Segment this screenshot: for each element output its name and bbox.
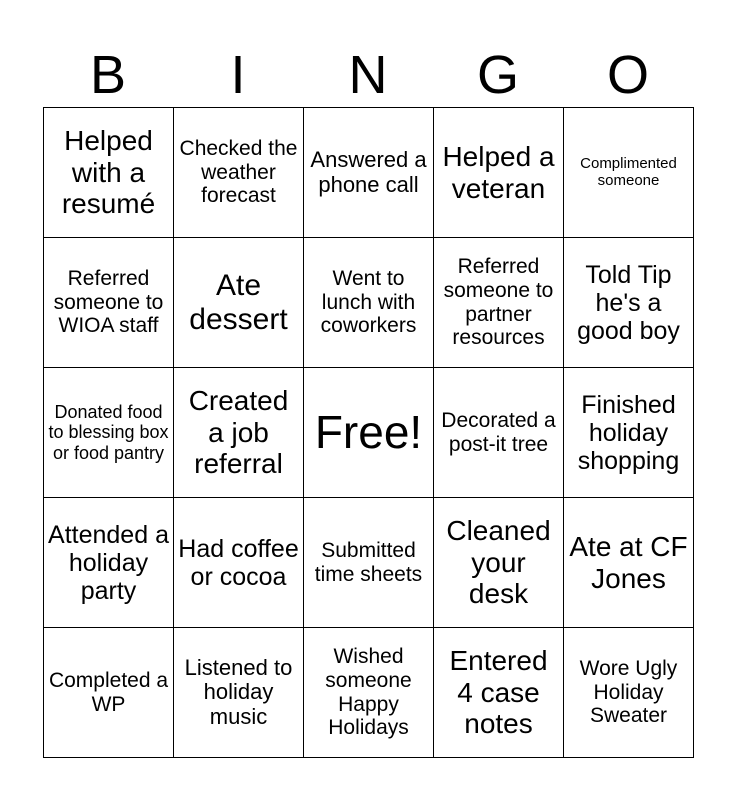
bingo-cell[interactable]: Completed a WP bbox=[44, 628, 174, 758]
bingo-cell[interactable]: Referred someone to WIOA staff bbox=[44, 238, 174, 368]
bingo-cell[interactable]: Had coffee or cocoa bbox=[174, 498, 304, 628]
bingo-cell[interactable]: Checked the weather forecast bbox=[174, 108, 304, 238]
free-space[interactable]: Free! bbox=[304, 368, 434, 498]
bingo-cell[interactable]: Decorated a post-it tree bbox=[434, 368, 564, 498]
bingo-cell[interactable]: Attended a holiday party bbox=[44, 498, 174, 628]
bingo-cell[interactable]: Donated food to blessing box or food pantry bbox=[44, 368, 174, 498]
bingo-cell[interactable]: Ate dessert bbox=[174, 238, 304, 368]
bingo-board bbox=[43, 107, 694, 758]
bingo-cell[interactable]: Told Tip he's a good boy bbox=[564, 238, 694, 368]
board-row bbox=[44, 498, 694, 628]
header-letter-b: B bbox=[89, 45, 127, 105]
header-letter-g: G bbox=[476, 45, 519, 105]
board-row bbox=[44, 108, 694, 238]
bingo-cell[interactable]: Ate at CF Jones bbox=[564, 498, 694, 628]
bingo-cell[interactable]: Referred someone to partner resources bbox=[434, 238, 564, 368]
board-row bbox=[44, 628, 694, 758]
bingo-cell[interactable]: Finished holiday shopping bbox=[564, 368, 694, 498]
bingo-cell[interactable]: Helped with a resumé bbox=[44, 108, 174, 238]
header-letter-o: O bbox=[606, 45, 649, 105]
board-row bbox=[44, 238, 694, 368]
bingo-header bbox=[43, 42, 693, 108]
bingo-cell[interactable]: Listened to holiday music bbox=[174, 628, 304, 758]
bingo-cell[interactable]: Entered 4 case notes bbox=[434, 628, 564, 758]
bingo-cell[interactable]: Cleaned your desk bbox=[434, 498, 564, 628]
board-row bbox=[44, 368, 694, 498]
bingo-cell[interactable]: Answered a phone call bbox=[304, 108, 434, 238]
bingo-cell[interactable]: Went to lunch with coworkers bbox=[304, 238, 434, 368]
bingo-cell[interactable]: Helped a veteran bbox=[434, 108, 564, 238]
bingo-cell[interactable]: Wore Ugly Holiday Sweater bbox=[564, 628, 694, 758]
bingo-cell[interactable]: Submitted time sheets bbox=[304, 498, 434, 628]
bingo-cell[interactable]: Wished someone Happy Holidays bbox=[304, 628, 434, 758]
bingo-cell[interactable]: Created a job referral bbox=[174, 368, 304, 498]
header-letter-i: I bbox=[230, 45, 246, 105]
bingo-cell[interactable]: Complimented someone bbox=[564, 108, 694, 238]
header-letter-n: N bbox=[348, 45, 388, 105]
